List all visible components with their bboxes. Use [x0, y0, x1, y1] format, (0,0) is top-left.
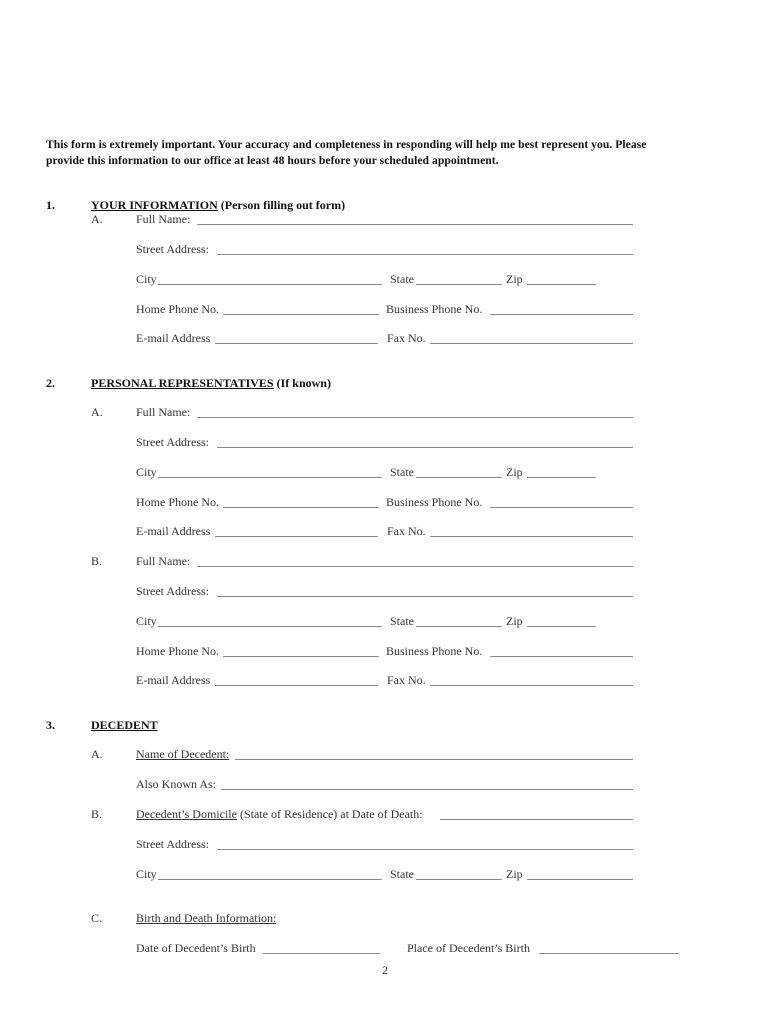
- s2b-street-label: Street Address:: [136, 584, 209, 598]
- s2b-email-label: E-mail Address: [136, 673, 211, 687]
- section-2-subtitle: (If known): [273, 376, 331, 390]
- s2b-zip-field[interactable]: [527, 626, 596, 627]
- page-number: 2: [382, 963, 388, 977]
- s2b-home-phone-label: Home Phone No.: [136, 644, 219, 658]
- s1a-letter: A.: [91, 212, 103, 226]
- s2a-full-name-label: Full Name:: [136, 405, 191, 419]
- s3b-state-field[interactable]: [416, 879, 502, 880]
- s2a-home-phone-field[interactable]: [223, 507, 379, 508]
- s1a-full-name-label: Full Name:: [136, 212, 191, 226]
- s3b-state-label: State: [390, 867, 414, 881]
- intro-line-2: provide this information to our office at least 48 hours before your scheduled appointment.: [46, 154, 499, 167]
- s2b-fax-label: Fax No.: [387, 673, 426, 687]
- s3b-street-label: Street Address:: [136, 837, 209, 851]
- s3a-name-label: Name of Decedent:: [136, 747, 230, 761]
- s2b-letter: B.: [91, 554, 103, 568]
- s2b-home-phone-field[interactable]: [223, 656, 379, 657]
- s3a-aka-field[interactable]: [221, 789, 633, 790]
- s1a-city-label: City: [136, 272, 157, 286]
- s2a-letter: A.: [91, 405, 103, 419]
- s2a-business-phone-label: Business Phone No.: [386, 495, 483, 509]
- s3c-heading: Birth and Death Information:: [136, 911, 277, 925]
- s2a-business-phone-field[interactable]: [490, 507, 633, 508]
- section-1-title: YOUR INFORMATION: [91, 198, 218, 212]
- s2b-business-phone-field[interactable]: [490, 656, 633, 657]
- s2b-state-label: State: [390, 614, 414, 628]
- s1a-fax-field[interactable]: [430, 343, 633, 344]
- s1a-fax-label: Fax No.: [387, 331, 426, 345]
- s3c-birth-date-field[interactable]: [263, 953, 380, 954]
- s2b-email-field[interactable]: [215, 685, 378, 686]
- s2a-fax-label: Fax No.: [387, 524, 426, 538]
- s3c-birth-place-field[interactable]: [539, 953, 679, 954]
- s3b-street-field[interactable]: [217, 849, 633, 850]
- s3c-birth-place-label: Place of Decedent’s Birth: [407, 941, 530, 955]
- s2a-zip-field[interactable]: [527, 477, 596, 478]
- s1a-zip-field[interactable]: [527, 284, 596, 285]
- s3b-letter: B.: [91, 807, 103, 821]
- s1a-business-phone-label: Business Phone No.: [386, 302, 483, 316]
- s1a-full-name-field[interactable]: [197, 224, 633, 225]
- s3b-domicile-label: [136, 807, 423, 821]
- s1a-state-field[interactable]: [416, 284, 502, 285]
- s2b-business-phone-label: Business Phone No.: [386, 644, 483, 658]
- s2a-full-name-field[interactable]: [197, 417, 633, 418]
- s2a-zip-label: Zip: [506, 465, 523, 479]
- s2b-city-label: City: [136, 614, 157, 628]
- s3c-birth-date-label: Date of Decedent’s Birth: [136, 941, 256, 955]
- s1a-city-field[interactable]: [158, 284, 382, 285]
- intro-line-1: This form is extremely important. Your accuracy and completeness in responding will help me best represent you. Please: [46, 138, 647, 151]
- s1a-email-field[interactable]: [215, 343, 378, 344]
- section-2-title: PERSONAL REPRESENTATIVES: [91, 376, 274, 390]
- s1a-zip-label: Zip: [506, 272, 523, 286]
- s3a-name-field[interactable]: [235, 759, 633, 760]
- s3b-domicile-field[interactable]: [440, 819, 633, 820]
- s2a-fax-field[interactable]: [430, 536, 633, 537]
- section-1-number: 1.: [46, 198, 55, 212]
- section-1-subtitle: (Person filling out form): [217, 198, 346, 212]
- s3b-city-field[interactable]: [158, 879, 382, 880]
- s3c-letter: C.: [91, 911, 103, 925]
- s2b-city-field[interactable]: [158, 626, 382, 627]
- s2a-email-field[interactable]: [215, 536, 378, 537]
- s3b-zip-field[interactable]: [527, 879, 633, 880]
- section-3-heading: [91, 718, 158, 732]
- s2b-full-name-field[interactable]: [197, 566, 633, 567]
- s2a-street-label: Street Address:: [136, 435, 209, 449]
- section-3-number: 3.: [46, 718, 55, 732]
- s1a-street-field[interactable]: [217, 254, 633, 255]
- s3a-letter: A.: [91, 747, 103, 761]
- section-3-title: DECEDENT: [91, 718, 158, 732]
- s3b-domicile-rest: (State of Residence) at Date of Death:: [236, 807, 423, 821]
- s1a-home-phone-label: Home Phone No.: [136, 302, 219, 316]
- s1a-business-phone-field[interactable]: [490, 314, 633, 315]
- s2a-state-field[interactable]: [416, 477, 502, 478]
- s1a-email-label: E-mail Address: [136, 331, 211, 345]
- s2a-city-label: City: [136, 465, 157, 479]
- s3b-domicile-underlined: Decedent’s Domicile: [136, 807, 237, 821]
- section-1-heading: [91, 198, 345, 212]
- section-2-number: 2.: [46, 376, 55, 390]
- s2b-state-field[interactable]: [416, 626, 502, 627]
- s2b-zip-label: Zip: [506, 614, 523, 628]
- s1a-home-phone-field[interactable]: [223, 314, 379, 315]
- section-2-heading: [91, 376, 331, 390]
- s1a-street-label: Street Address:: [136, 242, 209, 256]
- s2b-street-field[interactable]: [217, 596, 633, 597]
- s3b-zip-label: Zip: [506, 867, 523, 881]
- s2b-full-name-label: Full Name:: [136, 554, 191, 568]
- s2b-fax-field[interactable]: [430, 685, 633, 686]
- s3a-aka-label: Also Known As:: [136, 777, 217, 791]
- s2a-email-label: E-mail Address: [136, 524, 211, 538]
- s3b-city-label: City: [136, 867, 157, 881]
- s2a-home-phone-label: Home Phone No.: [136, 495, 219, 509]
- s2a-street-field[interactable]: [217, 447, 633, 448]
- s2a-state-label: State: [390, 465, 414, 479]
- s1a-state-label: State: [390, 272, 414, 286]
- s2a-city-field[interactable]: [158, 477, 382, 478]
